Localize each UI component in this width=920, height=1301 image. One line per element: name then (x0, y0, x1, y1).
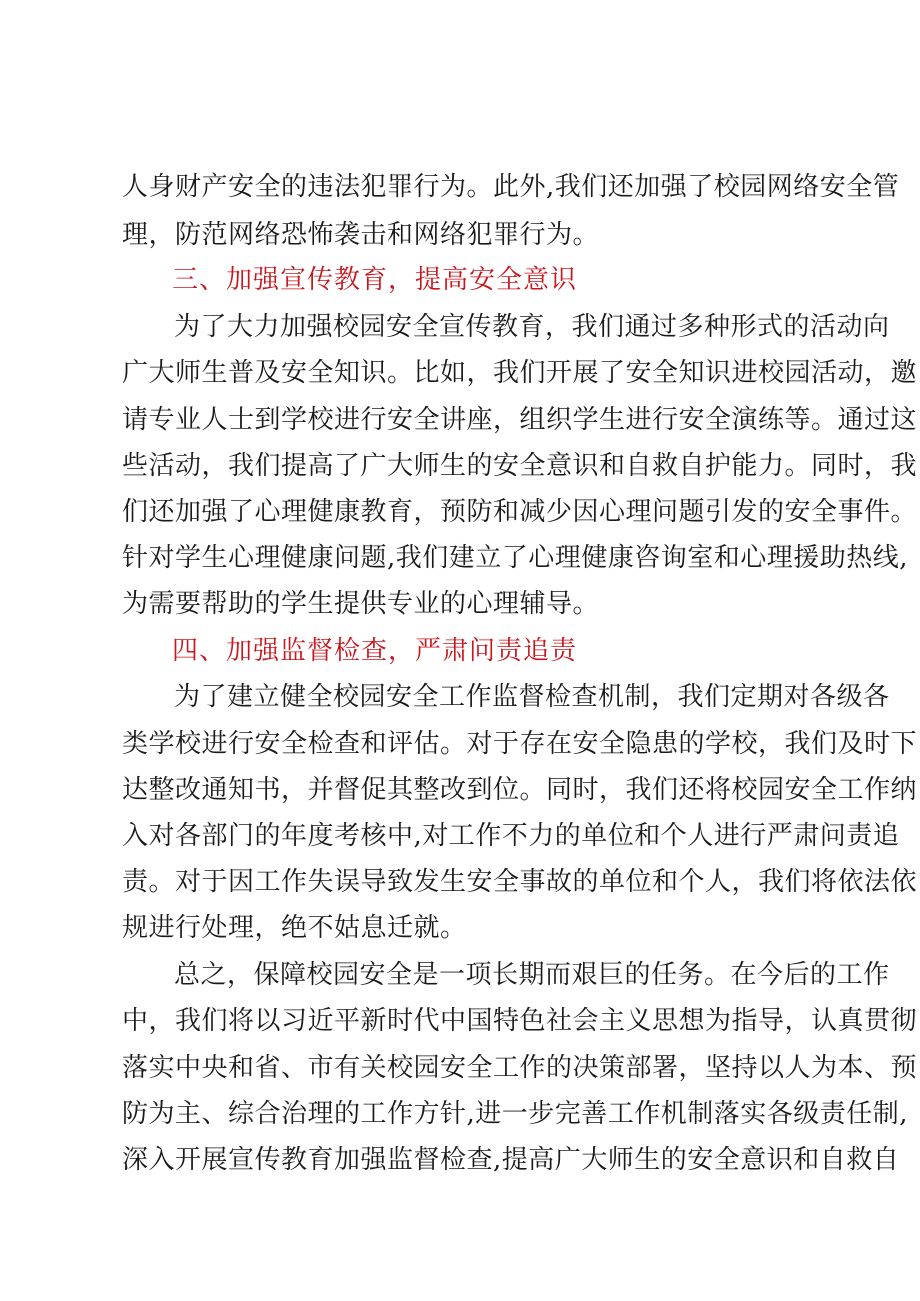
body-line: 总之，保障校园安全是一项长期而艰巨的任务。在今后的工作 (174, 960, 890, 990)
body-line: 防为主、综合治理的工作方针,进一步完善工作机制落实各级责任制, (122, 1099, 909, 1129)
body-line: 请专业人士到学校进行安全讲座，组织学生进行安全演练等。通过这 (122, 405, 918, 435)
body-line: 深入开展宣传教育加强监督检查,提高广大师生的安全意识和自救自 (122, 1145, 900, 1175)
body-line: 规进行处理，绝不姑息迁就。 (122, 913, 467, 943)
section-heading-4: 四、加强监督检查，严肃问责追责 (172, 636, 578, 666)
body-line: 为了建立健全校园安全工作监督检查机制，我们定期对各级各 (174, 682, 890, 712)
body-line: 为需要帮助的学生提供专业的心理辅导。 (122, 589, 600, 619)
body-line: 入对各部门的年度考核中,对工作不力的单位和个人进行严肃问责追 (122, 821, 900, 851)
body-line: 理，防范网络恐怖袭击和网络犯罪行为。 (122, 220, 600, 250)
body-line: 落实中央和省、市有关校园安全工作的决策部署，坚持以人为本、预 (122, 1053, 918, 1083)
body-line: 针对学生心理健康问题,我们建立了心理健康咨询室和心理援助热线, (122, 543, 909, 573)
body-line: 人身财产安全的违法犯罪行为。此外,我们还加强了校园网络安全管 (122, 172, 900, 202)
section-heading-3: 三、加强宣传教育，提高安全意识 (172, 265, 578, 295)
body-line: 责。对于因工作失误导致发生安全事故的单位和个人，我们将依法依 (122, 867, 918, 897)
body-line: 们还加强了心理健康教育，预防和减少因心理问题引发的安全事件。 (122, 497, 918, 527)
body-line: 达整改通知书，并督促其整改到位。同时，我们还将校园安全工作纳 (122, 775, 918, 805)
body-line: 类学校进行安全检查和评估。对于存在安全隐患的学校，我们及时下 (122, 729, 918, 759)
body-line: 些活动，我们提高了广大师生的安全意识和自救自护能力。同时，我 (122, 451, 918, 481)
body-line: 广大师生普及安全知识。比如，我们开展了安全知识进校园活动，邀 (122, 358, 918, 388)
body-line: 中，我们将以习近平新时代中国特色社会主义思想为指导，认真贯彻 (122, 1006, 918, 1036)
body-line: 为了大力加强校园安全宣传教育，我们通过多种形式的活动向 (174, 312, 890, 342)
